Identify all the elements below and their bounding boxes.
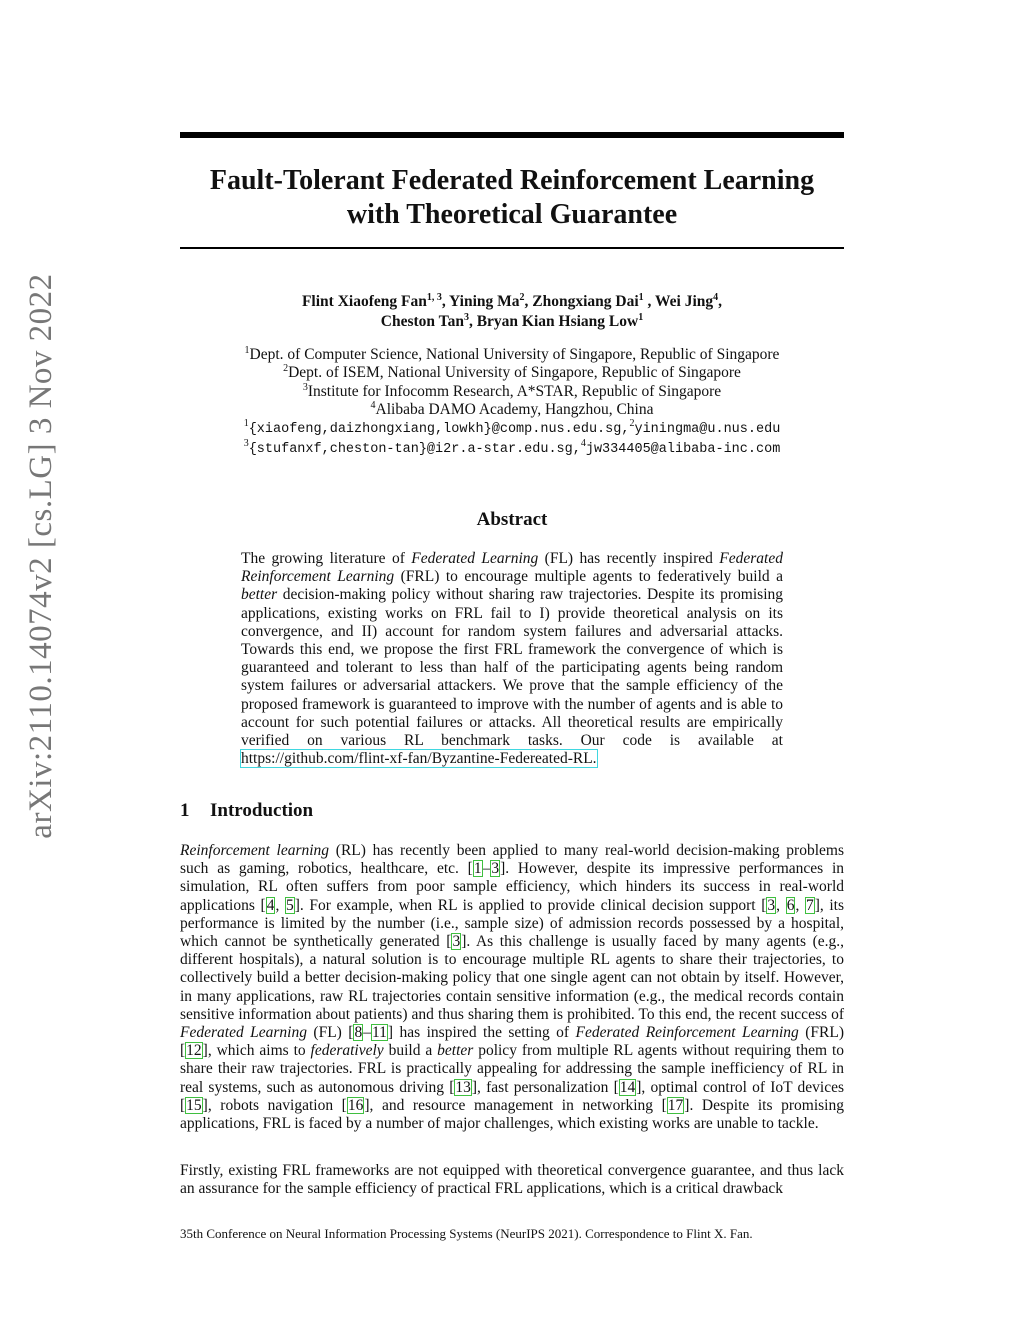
affiliation-line [180, 364, 844, 382]
emphasis: Reinforcement learning [180, 842, 330, 859]
author-list [180, 292, 844, 332]
affiliation-mark: 2 [283, 363, 289, 375]
text-run: ], robots navigation [ [202, 1096, 347, 1114]
intro-paragraph-2: Firstly, existing FRL frameworks are not equipped with theoretical convergence guarantee, and thus lack an assurance for the sample efficiency of practical FRL applications, which is a critical drawback [180, 1162, 844, 1198]
affiliation-text: Dept. of Computer Science, National University of Singapore, Republic of Singapore [249, 346, 780, 363]
author-line-2 [180, 312, 844, 332]
code-url-link[interactable]: https://github.com/flint-xf-fan/Byzantine-Federeated-RL. [241, 750, 597, 768]
section-number: 1 [180, 800, 190, 821]
text-run: (FL) [ [306, 1024, 354, 1042]
author-name: Cheston Tan [380, 313, 464, 330]
affiliation-mark: 3 [302, 381, 308, 393]
text-run: build a [383, 1042, 438, 1060]
citation-link[interactable]: 4 [266, 896, 275, 914]
author-name: Flint Xiaofeng Fan [301, 293, 427, 310]
author-name: Yining Ma [449, 293, 520, 310]
text-run: , [795, 896, 805, 914]
emphasis: better [437, 1042, 474, 1060]
affiliation-mark: 1 [244, 344, 250, 356]
author-affiliation-mark: 3 [463, 311, 469, 323]
title-top-rule [180, 132, 844, 138]
emphasis: federatively [310, 1042, 384, 1060]
arxiv-identifier: arXiv:2110.14074v2 [cs.LG] 3 Nov 2022 [23, 273, 59, 839]
text-run: (FRL) [ [180, 1024, 844, 1060]
text-run: ]. Despite its promising applications, FRL is faced by a number of major challenges, which existing works are unable to tackle. [180, 1096, 844, 1133]
author-line-1 [180, 292, 844, 312]
affiliation-line [180, 401, 844, 419]
author-separator: , [468, 313, 477, 330]
author-affiliation-mark: 1 [638, 311, 644, 323]
citation-link[interactable]: 3 [767, 896, 776, 914]
section-title: Introduction [210, 800, 314, 821]
email-address[interactable]: yiningma@u.nus.edu [634, 422, 781, 438]
author-affiliation-mark: 1, 3 [426, 291, 442, 303]
abstract-heading: Abstract [476, 509, 548, 530]
title-line-2: with Theoretical Guarantee [346, 199, 678, 230]
citation-link[interactable]: 1 [473, 860, 482, 878]
text-run: (FRL) to encourage multiple agents to federatively build a [394, 568, 783, 586]
citation-link[interactable]: 5 [285, 896, 294, 914]
text-run: decision-making policy without sharing raw trajectories. Despite its promising applications, existing works on FRL fail to I) provide theoretical analysis on its convergence, and II) account for random system failures and adversarial attacks. Towards this end, we propose the first FRL framework the convergence of which is guaranteed and tolerant to less than half of the participating agents being random system failures or adversarial attackers. We prove that the sample efficiency of the proposed framework is guaranteed to improve with the number of agents and is able to account for such potential failures or attacks. All theoretical results are empirically verified on various RL benchmark tasks. Our code is available at [241, 586, 783, 750]
citation-link[interactable]: 12 [186, 1042, 202, 1060]
abstract-text [241, 550, 783, 768]
author-affiliation-mark: 4 [713, 291, 719, 303]
author-name: Bryan Kian Hsiang Low [476, 313, 639, 330]
section-heading [180, 800, 313, 822]
author-separator: , [524, 293, 533, 310]
email-line [180, 419, 844, 439]
citation-link[interactable]: 11 [371, 1024, 387, 1042]
affiliation-mark: 4 [580, 438, 586, 450]
citation-link[interactable]: 15 [186, 1096, 202, 1114]
text-run: (RL) has recently been applied to many real-world decision-making problems such as gaming, robotics, healthcare, etc. [ [180, 842, 844, 878]
text-run: – [482, 860, 491, 878]
author-name: Wei Jing [655, 293, 714, 310]
text-run: ], fast personalization [ [471, 1078, 619, 1096]
emphasis: Federated Learning [411, 550, 539, 567]
text-run: ], optimal control of IoT devices [ [180, 1078, 844, 1114]
author-separator: , [643, 293, 656, 310]
citation-link[interactable]: 17 [667, 1096, 684, 1114]
email-address[interactable]: {xiaofeng,daizhongxiang,lowkh}@comp.nus.edu.sg, [248, 422, 630, 438]
title-bottom-rule [180, 247, 844, 249]
citation-link[interactable]: 8 [354, 1024, 363, 1042]
email-address[interactable]: {stufanxf,cheston-tan}@i2r.a-star.edu.sg, [248, 442, 581, 458]
text-run: policy from multiple RL agents without requiring them to share their raw trajectories. FRL is practically appealing for addressing the sample inefficiency of RL in real systems, such as autonomous driving [ [180, 1042, 844, 1096]
citation-link[interactable]: 16 [347, 1096, 364, 1114]
affiliation-text: Dept. of ISEM, National University of Singapore, Republic of Singapore [288, 364, 741, 382]
paper-title [180, 164, 844, 232]
affiliation-mark: 2 [629, 418, 635, 430]
email-address[interactable]: jw334405@alibaba-inc.com [585, 442, 781, 458]
text-run: ]. As this challenge is usually faced by many agents (e.g., different hospitals), a natural solution is to encourage multiple RL agents to share their trajectories, to collectively build a better decision-making policy that one single agent can not obtain by itself. However, in many applications, raw RL trajectories contain sensitive information (e.g., the medical records contain sensitive information about patients) and thus sharing them is prohibited. To this end, the recent success of [180, 933, 844, 1023]
affiliation-mark: 3 [243, 438, 249, 450]
title-line-1: Fault-Tolerant Federated Reinforcement Learning [209, 165, 815, 196]
citation-link[interactable]: 13 [455, 1078, 471, 1096]
text-run: ]. However, despite its impressive performances in simulation, RL often suffers from poor sample efficiency, which hinders its success in real-world applications [ [180, 860, 845, 914]
intro-paragraph-1 [180, 842, 844, 1133]
author-affiliation-mark: 2 [519, 291, 525, 303]
affiliation-mark: 1 [243, 418, 249, 430]
emphasis: Federated Reinforcement Learning [575, 1024, 799, 1042]
text-run: , [776, 896, 786, 914]
citation-link[interactable]: 6 [786, 896, 795, 914]
conference-footnote: 35th Conference on Neural Information Processing Systems (NeurIPS 2021). Correspondence to Flint X. Fan. [180, 1226, 753, 1241]
text-run: (FL) has recently inspired [538, 550, 720, 567]
affiliation-block [180, 346, 844, 460]
affiliation-mark: 4 [370, 399, 376, 411]
citation-link[interactable]: 14 [619, 1078, 636, 1096]
citation-link[interactable]: 3 [491, 860, 500, 878]
affiliation-text: Institute for Infocomm Research, A*STAR, Republic of Singapore [307, 382, 722, 400]
text-run: ]. For example, when RL is applied to provide clinical decision support [ [294, 896, 767, 914]
text-run: ], which aims to [202, 1042, 311, 1060]
text-run: ], its performance is limited by the number (i.e., sample size) of admission records possessed by a hospital, which cannot be synthetically generated [ [180, 896, 845, 951]
author-affiliation-mark: 1 [638, 291, 644, 303]
author-name: Zhongxiang Dai [532, 293, 639, 310]
affiliation-line [180, 346, 844, 364]
emphasis: better [241, 586, 278, 604]
text-run: ] has inspired the setting of [387, 1024, 576, 1042]
affiliation-line [180, 383, 844, 401]
author-separator: , [718, 293, 723, 310]
text-run: – [363, 1024, 371, 1042]
text-run: The growing literature of [241, 550, 412, 567]
citation-link[interactable]: 3 [452, 933, 461, 951]
email-line [180, 439, 844, 459]
author-separator: , [441, 293, 450, 310]
text-run: ], and resource management in networking [ [364, 1096, 667, 1114]
citation-link[interactable]: 7 [805, 896, 814, 914]
text-run: , [275, 896, 285, 914]
emphasis: Federated Learning [180, 1024, 307, 1042]
emphasis: Federated Reinforcement Learning [241, 550, 783, 586]
affiliation-text: Alibaba DAMO Academy, Hangzhou, China [375, 400, 654, 418]
